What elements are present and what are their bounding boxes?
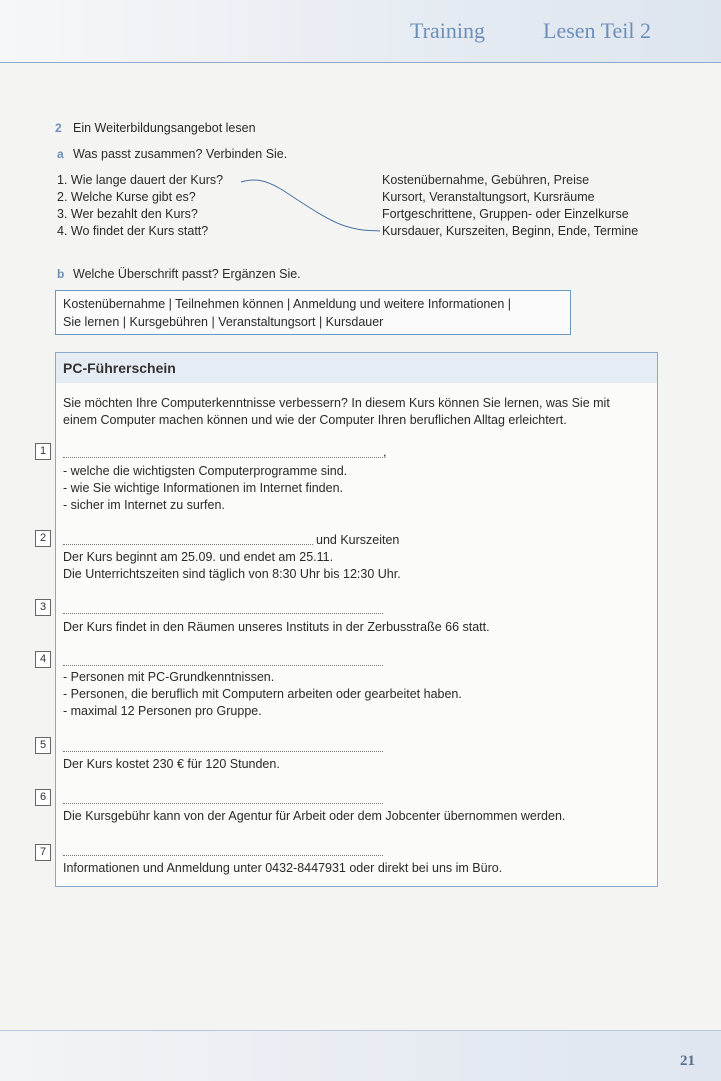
header-training: Training [410,18,485,43]
answer-blank-7[interactable] [63,843,383,856]
section-1-line-1: - welche die wichtigsten Computerprogramme sind. [63,464,348,478]
section-5-line-1: Der Kurs kostet 230 € für 120 Stunden. [63,757,280,771]
answer-blank-6[interactable] [63,791,383,804]
section-number-7: 7 [35,844,51,861]
section-2-suffix: und Kurszeiten [316,533,400,547]
section-number-6: 6 [35,789,51,806]
heading-options-line-1: Kostenübernahme | Teilnehmen können | Anmeldung und weitere Informationen | [63,297,511,311]
page-footer [0,1030,721,1081]
section-4-line-1: - Personen mit PC-Grundkenntnissen. [63,670,275,684]
course-ad-header [56,353,657,383]
course-ad-title: PC-Führerschein [63,360,176,376]
section-number-3: 3 [35,599,51,616]
matching-question-1: 1. Wie lange dauert der Kurs? [57,173,224,187]
section-6-line-1: Die Kursgebühr kann von der Agentur für Arbeit oder dem Jobcenter übernommen werden. [63,809,566,823]
heading-options-box [55,290,571,335]
matching-answer-2: Kursort, Veranstaltungsort, Kursräume [382,190,595,204]
heading-options-line-2: Sie lernen | Kursgebühren | Veranstaltungsort | Kursdauer [63,315,384,329]
answer-blank-2[interactable] [63,532,313,545]
section-number-4: 4 [35,651,51,668]
ad-intro-line-1: Sie möchten Ihre Computerkenntnisse verbessern? In diesem Kurs können Sie lernen, was Sie mit [63,396,610,410]
section-2-line-1: Der Kurs beginnt am 25.09. und endet am 25.11. [63,550,334,564]
section-1-suffix: , [383,445,387,459]
part-b-letter: b [57,267,65,281]
part-a-instruction: Was passt zusammen? Verbinden Sie. [73,147,288,161]
section-number-1: 1 [35,443,51,460]
task-number: 2 [55,121,62,135]
matching-question-3: 3. Wer bezahlt den Kurs? [57,207,198,221]
ad-intro-line-2: einem Computer machen können und wie der Computer Ihren beruflichen Alltag erleichtert. [63,413,567,427]
matching-answer-4: Kursdauer, Kurszeiten, Beginn, Ende, Termine [382,224,639,238]
matching-question-4: 4. Wo findet der Kurs statt? [57,224,209,238]
task-title: Ein Weiterbildungsangebot lesen [73,121,256,135]
section-2-line-2: Die Unterrichtszeiten sind täglich von 8:30 Uhr bis 12:30 Uhr. [63,567,401,581]
matching-answer-3: Fortgeschrittene, Gruppen- oder Einzelkurse [382,207,629,221]
section-number-5: 5 [35,737,51,754]
section-4-line-3: - maximal 12 Personen pro Gruppe. [63,704,262,718]
section-number-2: 2 [35,530,51,547]
matching-answer-1: Kostenübernahme, Gebühren, Preise [382,173,590,187]
answer-blank-4[interactable] [63,653,383,666]
answer-blank-5[interactable] [63,739,383,752]
section-1-line-2: - wie Sie wichtige Informationen im Internet finden. [63,481,343,495]
matching-question-2: 2. Welche Kurse gibt es? [57,190,196,204]
section-4-line-2: - Personen, die beruflich mit Computern arbeiten oder gearbeitet haben. [63,687,462,701]
header-section: Lesen Teil 2 [543,18,652,43]
answer-blank-3[interactable] [63,601,383,614]
course-ad-panel [55,352,658,887]
part-b-instruction: Welche Überschrift passt? Ergänzen Sie. [73,267,301,281]
page-number: 21 [680,1053,695,1069]
matching-connector-line [235,170,385,240]
part-a-letter: a [57,147,64,161]
page-header [0,0,721,63]
section-1-line-3: - sicher im Internet zu surfen. [63,498,225,512]
section-3-line-1: Der Kurs findet in den Räumen unseres Instituts in der Zerbusstraße 66 statt. [63,620,490,634]
answer-blank-1[interactable] [63,445,383,458]
section-7-line-1: Informationen und Anmeldung unter 0432-8447931 oder direkt bei uns im Büro. [63,861,503,875]
